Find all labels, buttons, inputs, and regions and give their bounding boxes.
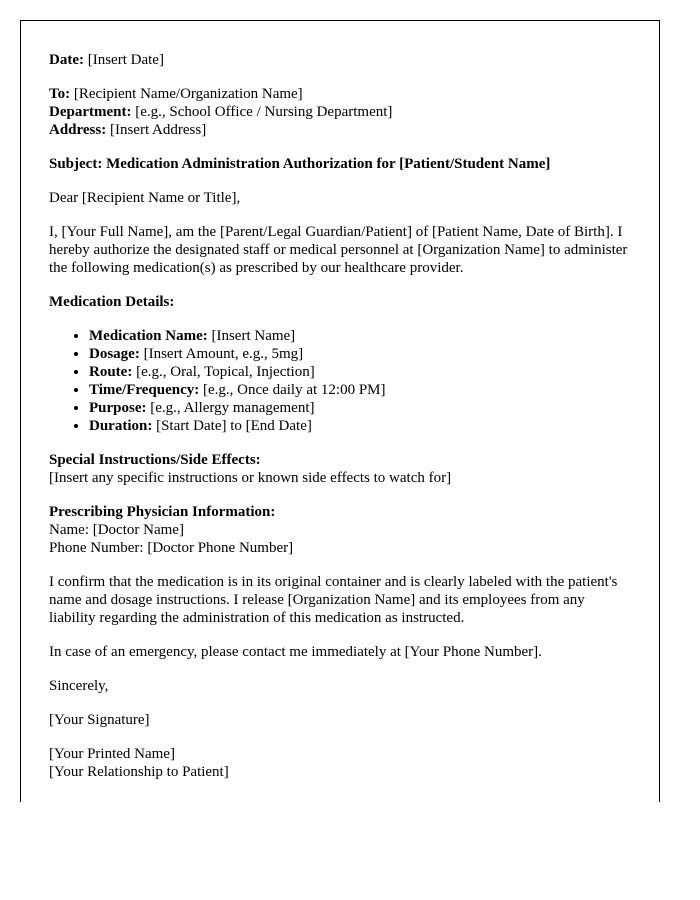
date-line <box>49 51 634 69</box>
department-value: [e.g., School Office / Nursing Department] <box>135 104 393 120</box>
special-instructions-block <box>49 451 634 487</box>
subject-line: Subject: Medication Administration Authorization for [Patient/Student Name] <box>49 156 551 172</box>
closing: Sincerely, <box>49 678 109 694</box>
to-value: [Recipient Name/Organization Name] <box>73 86 303 102</box>
intro-paragraph: I, [Your Full Name], am the [Parent/Legal Guardian/Patient] of [Patient Name, Date of Birth]. I hereby authorize the designated staff or medical personnel at [Organization Name] to administer the following medication(s) as prescribed by our healthcare provider. <box>49 224 628 276</box>
physician-block <box>49 503 634 557</box>
salutation: Dear [Recipient Name or Title], <box>49 190 241 206</box>
emergency-paragraph: In case of an emergency, please contact me immediately at [Your Phone Number]. <box>49 644 542 660</box>
medication-item-purpose: • Purpose: [e.g., Allergy management] <box>89 399 634 417</box>
medication-item-route: • Route: [e.g., Oral, Topical, Injection] <box>89 363 634 381</box>
special-instructions-heading: Special Instructions/Side Effects: <box>49 452 261 468</box>
medication-item-dosage: • Dosage: [Insert Amount, e.g., 5mg] <box>89 345 634 363</box>
medication-list <box>49 327 634 435</box>
relationship: [Your Relationship to Patient] <box>49 764 229 780</box>
medication-item-frequency: • Time/Frequency: [e.g., Once daily at 12:00 PM] <box>89 381 634 399</box>
physician-name: Name: [Doctor Name] <box>49 522 184 538</box>
to-line <box>49 85 634 103</box>
signer-block <box>49 745 634 781</box>
address-value: [Insert Address] <box>109 122 207 138</box>
physician-heading: Prescribing Physician Information: <box>49 504 276 520</box>
medication-item-duration: • Duration: [Start Date] to [End Date] <box>89 417 634 435</box>
department-line <box>49 103 634 121</box>
printed-name: [Your Printed Name] <box>49 746 175 762</box>
date-label: Date: <box>49 52 84 68</box>
letter-body <box>49 51 634 781</box>
signature-line: [Your Signature] <box>49 712 150 728</box>
recipient-block <box>49 85 634 139</box>
date-value: [Insert Date] <box>87 52 164 68</box>
medication-item-name: • Medication Name: [Insert Name] <box>89 327 634 345</box>
confirmation-paragraph: I confirm that the medication is in its original container and is clearly labeled with the patient's name and dosage instructions. I release [Organization Name] and its employees from any liability regarding the administration of this medication as instructed. <box>49 574 618 626</box>
medication-heading: Medication Details: <box>49 294 175 310</box>
letter-page <box>20 20 660 802</box>
special-instructions-text: [Insert any specific instructions or known side effects to watch for] <box>49 470 452 486</box>
address-label: Address: <box>49 122 107 138</box>
to-label: To: <box>49 86 71 102</box>
address-line <box>49 121 634 139</box>
department-label: Department: <box>49 104 132 120</box>
physician-phone: Phone Number: [Doctor Phone Number] <box>49 540 294 556</box>
